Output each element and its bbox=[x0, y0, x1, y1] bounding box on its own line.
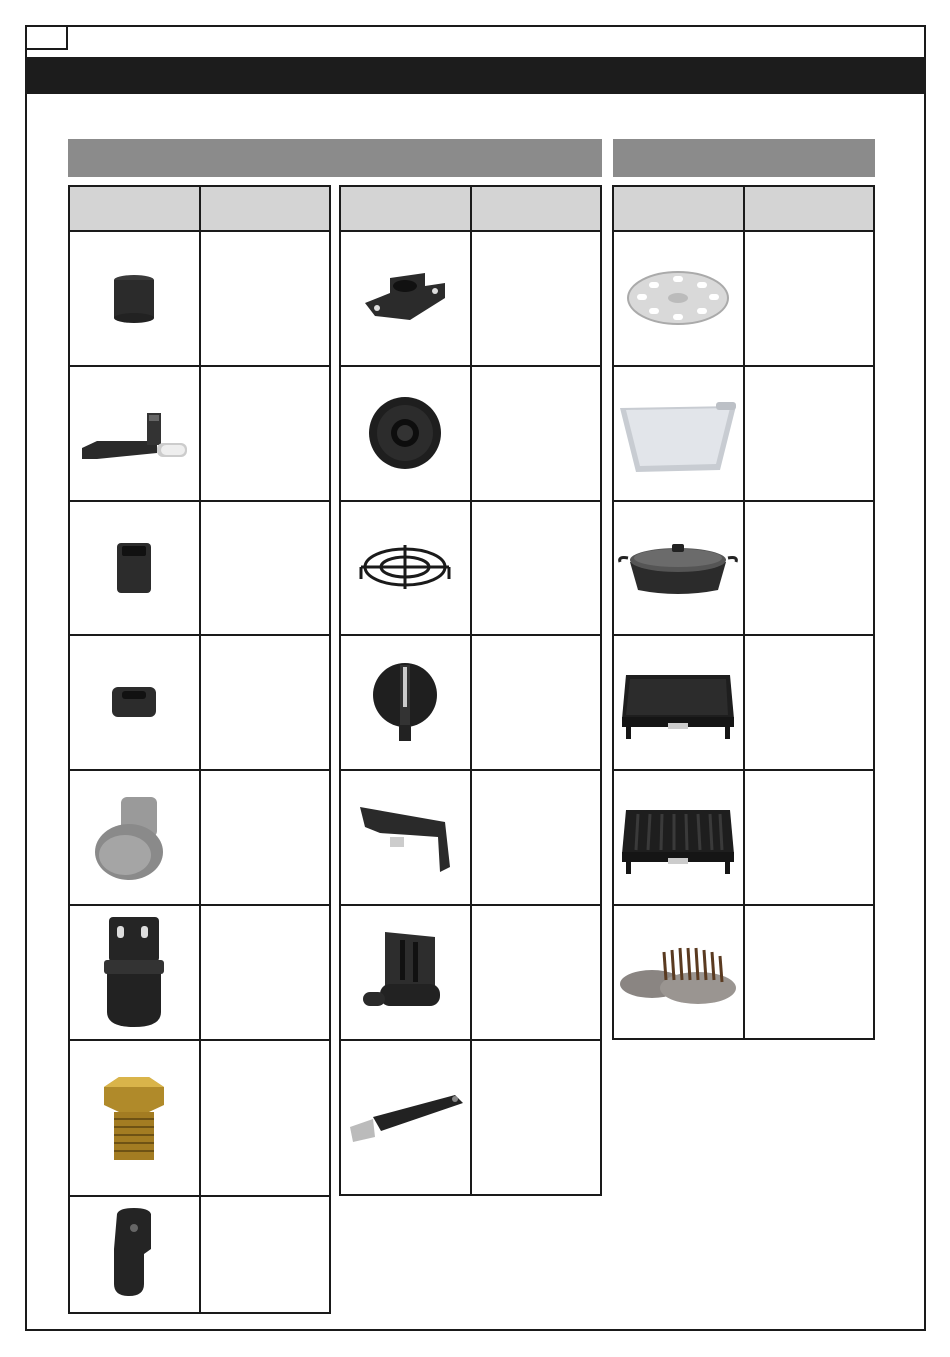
small-foot-icon bbox=[70, 635, 198, 768]
pan-support-icon bbox=[341, 501, 469, 633]
bracket-rod-icon bbox=[70, 366, 198, 499]
griddle-plate-icon bbox=[614, 635, 742, 768]
heat-shield-icon bbox=[341, 770, 469, 903]
grommet-icon bbox=[341, 366, 469, 499]
title-bar bbox=[25, 57, 926, 94]
scraper-tool-icon bbox=[341, 1040, 469, 1194]
roasting-dish-icon bbox=[614, 366, 742, 499]
page-number-box bbox=[25, 25, 68, 50]
control-knob-icon bbox=[341, 635, 469, 768]
hinge-icon bbox=[70, 905, 198, 1038]
paella-pan-icon bbox=[614, 501, 742, 633]
accessories-section-header bbox=[613, 139, 875, 177]
brass-nozzle-icon bbox=[70, 1040, 198, 1194]
rubber-sleeve-icon bbox=[70, 232, 198, 364]
spare-parts-section-header bbox=[68, 139, 602, 177]
grill-plate-icon bbox=[614, 770, 742, 903]
mounting-block-icon bbox=[341, 232, 469, 364]
cleaning-brush-icon bbox=[614, 905, 742, 1038]
wall-bracket-icon bbox=[341, 905, 469, 1038]
plug-cap-icon bbox=[70, 770, 198, 903]
clip-icon bbox=[70, 1196, 198, 1312]
rectangular-cap-icon bbox=[70, 501, 198, 633]
simmer-plate-icon bbox=[614, 232, 742, 364]
